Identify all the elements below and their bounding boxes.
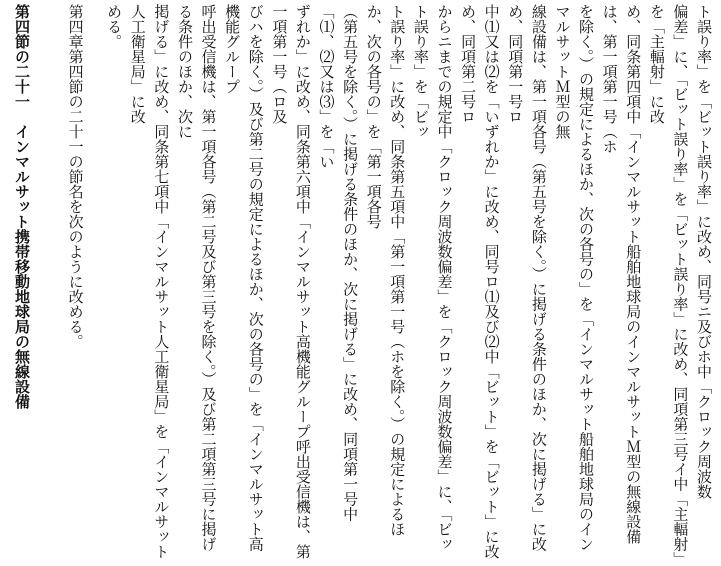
text-line: める。 [105,4,124,49]
text-line [0,4,9,562]
text-line: （第五号を除く。）に掲げる条件のほか、次に掲げる」に改め、同項第一号中「⑴、⑵又は⑶」を「い [317,4,360,522]
text-line: 偏差」に、「ビット誤り率」を「ビット誤り率」に改め、同項第三号イ中「主輻射」を「主輻射」に改 [647,4,690,559]
text-line: 掲げる」に改め、同条第七項中「インマルサット人工衛星局」を「インマルサット人工衛星局」に改 [128,4,171,559]
text-line: 呼出受信機は、第一項各号（第二号及び第三号を除く。）及び第二項第三号に掲げる条件のほか、次に [175,4,218,552]
text-line: からニまでの規定中「クロック周波数偏差」を「クロック周波数偏差」に、「ビット誤り率」を「ビッ [411,4,454,552]
heading-line: 第四節の二十一 インマルサット携帯移動地球局の無線設備 [12,4,31,409]
text-line: 線設備は、第一項各号（第五号を除く。）に掲げる条件のほか、次に掲げる」に改め、同項第一号ロ [506,4,548,552]
text-line: 第四章第四節の二十一の節名を次のように改める。 [66,4,85,349]
text-line: を除く。）の規定によるほか、次の各号の」を「インマルサット船舶地球局のインマルサットＭ型の無 [553,4,596,552]
text-line: め、同条第四項中「インマルサット船舶地球局のインマルサットＭ型の無線設備は、第一項第一号（ホ [600,4,643,544]
text-line: 中⑴又は⑵を「いずれか」に改め、同号ロ⑴及び⑵中「ビット」を「ビット」に改め、同項第二号ロ [459,4,501,559]
text-line: ト誤り率」を「ビット誤り率」に改め、同号ニ及びホ中「クロック周波数 [695,4,713,499]
text-line: ト誤り率」に改め、同条第五項中「第一項第一号（ホを除く。）の規定によるほか、次の各号の」を「第一項各号 [364,4,407,537]
text-line: びハを除く。）及び第二号の規定によるほか、次の各号の」を「インマルサット高機能グループ [223,4,265,552]
text-line: ずれか」に改め、同条第六項中「インマルサット高機能グループ呼出受信機は、第一項第一号（ロ及 [270,4,312,559]
